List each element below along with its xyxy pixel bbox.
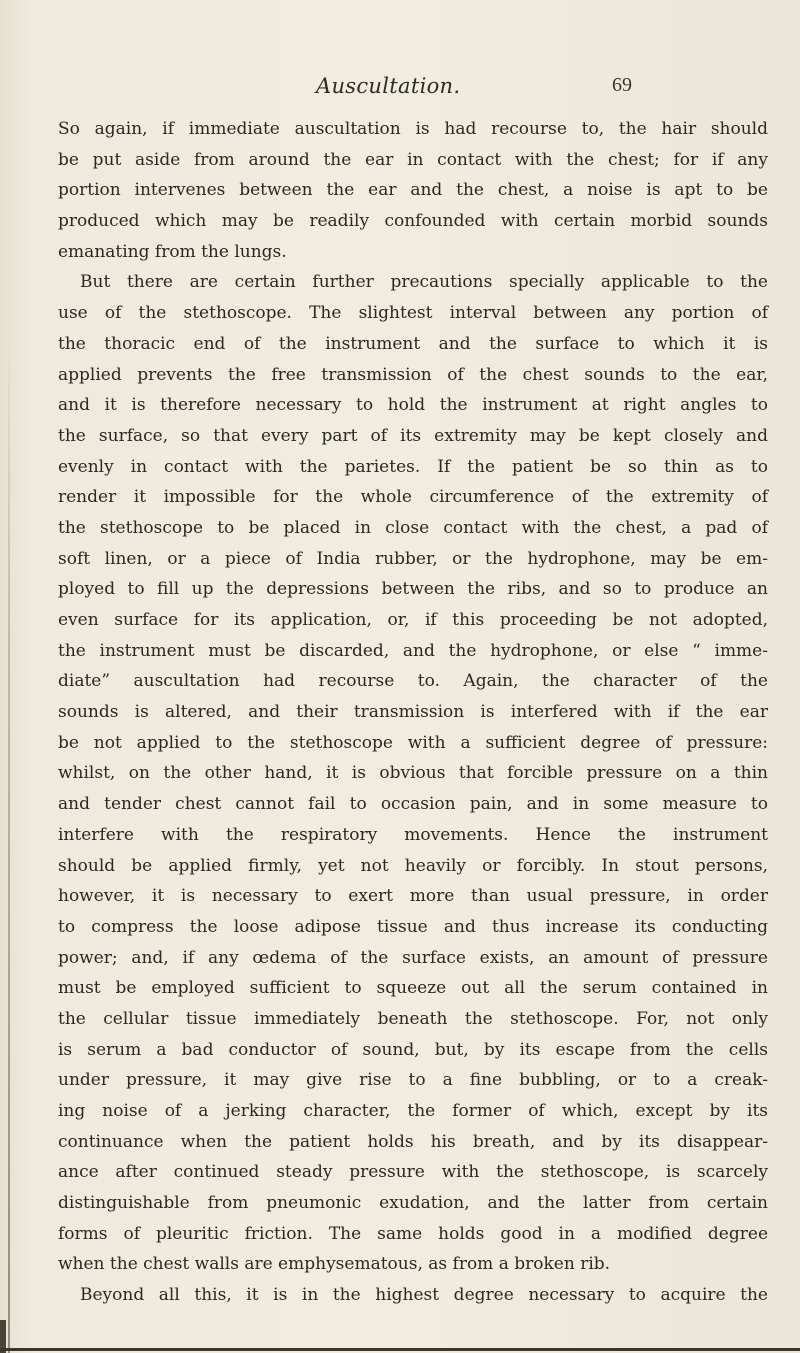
text-line: evenly in contact with the parietes. If the patient be so thin as to (58, 456, 768, 477)
text-line: the instrument must be discarded, and the hydrophone, or else “ imme- (58, 640, 768, 661)
text-line: Beyond all this, it is in the highest degree necessary to acquire the (80, 1285, 768, 1306)
text-line: But there are certain further precautions specially applicable to the (80, 272, 768, 293)
text-line: whilst, on the other hand, it is obvious that forcible pressure on a thin (58, 763, 768, 784)
text-line: applied prevents the free transmission of the chest sounds to the ear, (58, 364, 768, 385)
text-line: interfere with the respiratory movements. Hence the instrument (58, 824, 768, 845)
text-line: So again, if immediate auscultation is had recourse to, the hair should (58, 119, 768, 139)
text-line: should be applied firmly, yet not heavily or forcibly. In stout persons, (58, 855, 768, 876)
text-line: power; and, if any œdema of the surface exists, an amount of pressure (58, 947, 768, 968)
text-line: however, it is necessary to exert more than usual pressure, in order (58, 886, 768, 907)
text-line: the surface, so that every part of its extremity may be kept closely and (58, 425, 768, 446)
body-text (58, 114, 768, 1311)
text-line: emanating from the lungs. (58, 241, 287, 262)
text-line: sounds is altered, and their transmission is interfered with if the ear (58, 702, 768, 723)
text-line: and it is therefore necessary to hold the instrument at right angles to (58, 395, 768, 416)
page-bottom-edge (0, 1348, 800, 1351)
text-line: to compress the loose adipose tissue and thus increase its conducting (58, 916, 768, 937)
text-line: distinguishable from pneumonic exudation, and the latter from certain (58, 1193, 768, 1214)
text-line: be put aside from around the ear in contact with the chest; for if any (58, 149, 768, 170)
text-line: and tender chest cannot fail to occasion pain, and in some measure to (58, 794, 768, 815)
text-line: soft linen, or a piece of India rubber, or the hydrophone, may be em- (58, 548, 768, 569)
text-line: use of the stethoscope. The slightest interval between any portion of (58, 303, 768, 324)
text-line: must be employed sufficient to squeeze out all the serum contained in (58, 978, 768, 999)
text-line: even surface for its application, or, if this proceeding be not adopted, (58, 610, 768, 630)
page-header (0, 74, 800, 114)
text-line: the thoracic end of the instrument and the surface to which it is (58, 333, 768, 354)
text-line: ing noise of a jerking character, the former of which, except by its (58, 1101, 768, 1121)
text-line: diate” auscultation had recourse to. Again, the character of the (58, 671, 768, 692)
text-line: continuance when the patient holds his breath, and by its disappear- (58, 1131, 768, 1152)
running-title: Auscultation. (316, 74, 461, 98)
text-line: render it impossible for the whole circumference of the extremity of (58, 487, 768, 508)
text-line: when the chest walls are emphysematous, as from a broken rib. (58, 1254, 611, 1275)
text-line: the stethoscope to be placed in close contact with the chest, a pad of (58, 517, 768, 538)
text-line: is serum a bad conductor of sound, but, by its escape from the cells (58, 1039, 768, 1060)
text-line: ployed to fill up the depressions between the ribs, and so to produce an (58, 579, 768, 600)
text-line: ance after continued steady pressure with the stethoscope, is scarcely (58, 1162, 768, 1183)
binding-shadow (8, 330, 10, 1353)
text-line: portion intervenes between the ear and the chest, a noise is apt to be (58, 180, 768, 201)
text-line: the cellular tissue immediately beneath the stethoscope. For, not only (58, 1008, 768, 1029)
text-line: under pressure, it may give rise to a fine bubbling, or to a creak- (58, 1070, 768, 1091)
text-line: forms of pleuritic friction. The same holds good in a modified degree (58, 1223, 768, 1244)
text-line: produced which may be readily confounded with certain morbid sounds (58, 211, 768, 232)
page-number: 69 (612, 74, 632, 96)
text-line: be not applied to the stethoscope with a sufficient degree of pressure: (58, 732, 768, 753)
